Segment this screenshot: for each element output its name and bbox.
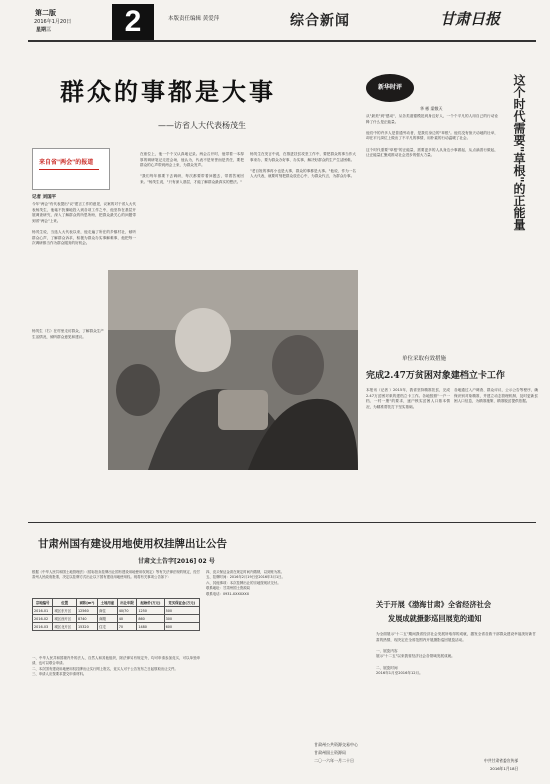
commentary-byline: 华 彬 梁敬天 bbox=[420, 106, 443, 111]
table-cell: 15320 bbox=[76, 623, 97, 631]
table-cell: 500 bbox=[164, 607, 199, 615]
section-divider bbox=[28, 522, 536, 523]
notice-col-header: 出让年限 bbox=[117, 599, 137, 607]
notice-col-header: 位置 bbox=[53, 599, 77, 607]
main-photo-caption: 杨茂生（右）在村里走访群众，了解群众生产生活情况，倾听群众意见和建议。 bbox=[32, 329, 104, 339]
pull-quote: 来自省"两会"的报道 bbox=[39, 159, 94, 166]
section-title: 综合新闻 bbox=[290, 13, 350, 29]
table-cell: 城区东片区 bbox=[53, 607, 77, 615]
notice-col-header: 起始价(万元) bbox=[137, 599, 164, 607]
land-notice bbox=[28, 526, 368, 778]
main-subtitle: ——访省人大代表杨茂生 bbox=[158, 121, 246, 130]
table-cell: 300 bbox=[164, 615, 199, 623]
notice-col-header: 竞买保证金(万元) bbox=[164, 599, 199, 607]
main-col-3: 杨茂生在发言中说，在推进扶贫攻坚工作中，要把群众的事当作大事来办，要为群众办好事、办实事，解决好群众的生产生活困难。 "老百姓的事再小也是大事，群众的事都是大事。"他说，作为一名人大代表，就要时刻把群众放在心中，为群众代言，为群众办事。 bbox=[250, 152, 356, 179]
poverty-col-1: 本报讯（记者 ）2015年，我省坚持精准扶贫，完成2.47万贫困对象的建档立卡工作。各地按照"一户一档、一村一册"的要求，逐户核实贫困人口基本情况，为精准帮扶打下坚实基础。 bbox=[366, 388, 450, 409]
table-row bbox=[33, 623, 200, 631]
exhibition-title-1: 关于开展《渤海甘肃》全省经济社会 bbox=[376, 600, 492, 609]
issue-weekday: 星期三 bbox=[36, 27, 52, 33]
table-cell: 600 bbox=[164, 623, 199, 631]
paper-logo: 甘肃日报 bbox=[440, 10, 501, 28]
page-number-box bbox=[112, 4, 154, 40]
poverty-headline: 完成2.47万贫困对象建档立卡工作 bbox=[366, 371, 505, 381]
commentary-badge bbox=[366, 74, 414, 102]
poverty-story bbox=[362, 350, 542, 530]
commentary-vertical-title: 这个时代需要"草根"的正能量 bbox=[512, 74, 526, 231]
table-cell: 1480 bbox=[137, 623, 164, 631]
masthead-rule bbox=[28, 40, 536, 42]
pull-quote-rule bbox=[39, 169, 99, 170]
page-label: 第二版 bbox=[35, 9, 56, 17]
page-number: 2 bbox=[124, 5, 142, 38]
notice-left-body: 一、中华人民共和国境内外的法人、自然人和其他组织，除法律另有规定外，均可申请参加竞买，可以单独申请，也可以联合申请。 二、本次国有建设用地使用权挂牌出让实行网上报名，竞买人可于公告发布之日起领取出让文件。 三、申请人应按要求提交申请材料。 bbox=[32, 656, 200, 677]
exhibition-sign-date: 2016年1月18日 bbox=[490, 766, 519, 771]
main-photo bbox=[108, 270, 358, 470]
poverty-kicker: 单位采取有效措施 bbox=[402, 356, 447, 362]
masthead bbox=[0, 0, 550, 44]
table-cell: 2016-03 bbox=[33, 623, 53, 631]
table-cell: 40 bbox=[117, 615, 137, 623]
notice-col-header: 土地用途 bbox=[98, 599, 118, 607]
commentary-badge-label: 新华时评 bbox=[377, 84, 402, 91]
notice-col-header: 面积(m²) bbox=[76, 599, 97, 607]
table-cell: 1250 bbox=[137, 607, 164, 615]
table-cell: 2016-01 bbox=[33, 607, 53, 615]
table-cell: 城区北片区 bbox=[53, 623, 77, 631]
pull-quote-box bbox=[32, 148, 110, 190]
main-headline: 群众的事都是大事 bbox=[60, 77, 276, 106]
table-row bbox=[33, 607, 200, 615]
table-cell: 860 bbox=[137, 615, 164, 623]
commentary-body: 从"最美"到"感动"，从各类道德模范到身边好人，一个个平凡的人用自己的行动诠释了什么是正能量。 他们中的许多人是普通劳动者，是我们身边的"草根"。他们没有惊天动地的壮举，却在平凡岗位上做出了不平凡的事情，用朴素的行动温暖了社会。 这个时代需要"草根"的正能量，需要更多的人从身边小事做起，从点滴善行做起，让正能量汇聚成推动社会进步的强大力量。 bbox=[366, 114, 498, 158]
table-cell: 住宅 bbox=[98, 623, 118, 631]
notice-right-body: 四、竞买保证金须在规定时间内缴纳，以到账为准。 五、挂牌时间：2016年2月19日至2016年3月1日。 六、其他事项：本次挂牌出让的宗地按现状交付。 联系地址：甘肃州国土资源局 联系电话：0931-XXXXXXX bbox=[206, 570, 285, 596]
issue-date: 2016年1月20日 bbox=[34, 19, 72, 25]
notice-table-header bbox=[33, 599, 200, 607]
exhibition-title-2: 发展成就摄影巡回展览的通知 bbox=[388, 614, 482, 623]
main-col-1: 今年"两会"有代表提出"议"建言工作的意见，议案的对于省人大代表杨茂生，他毫不犹豫地投入到各项工作之中，他坚持在基层开展调查研究，深入了解群众的所思所盼，把群众最关心的问题带到省"两会"上来。 杨茂生说，当选人大代表以来，他走遍了所在的乡镇村社，倾听群众心声，了解群众诉求，积极为群众办实事解难事，他把每一次调研都当作为群众服务的好机会。 bbox=[32, 202, 136, 246]
table-cell: 12560 bbox=[76, 607, 97, 615]
table-cell: 8740 bbox=[76, 615, 97, 623]
exhibition-body: 为全面展示"十二五"期间我省经济社会发展所取得的成就，激发全省各族干部群众建设幸福美好新甘肃的热情，现决定在全省范围内开展摄影巡回展览活动。 一、展览内容 展示"十二五"以来我省经济社会各领域发展成就。 二、展览时间 2016年1月至2016年12月。 bbox=[376, 632, 536, 676]
notice-signature-1: 甘肃州公共资源交易中心 bbox=[314, 742, 358, 747]
exhibition-notice bbox=[372, 596, 542, 776]
notice-code: 甘肃文土告字[2016] 02 号 bbox=[138, 558, 215, 565]
poverty-col-2: 各地通过入户调查、群众评议、公示公告等程序，确保识别对象精准，并建立动态管理机制，及时更新贫困人口信息，为精准施策、精准脱贫提供依据。 bbox=[454, 388, 538, 404]
editors: 本版责任编辑 黄爱萍 bbox=[168, 16, 220, 22]
table-row bbox=[33, 615, 200, 623]
main-col-2: 在座位上，他一个个又认真地记录。两会召开时，他带着一本厚厚的调研笔记走进会场，他认为，代表不是荣誉而是责任，要把群众的心声带到两会上来，为群众发声。 "我们每年都要下去调研，每次都要带着问题去，带着答案回来。"杨茂生说，"只有深入基层，才能了解群众最真实的想法。" bbox=[140, 152, 244, 184]
notice-signature-date: 二〇一六年一月二十日 bbox=[314, 758, 354, 763]
notice-title: 甘肃州国有建设用地使用权挂牌出让公告 bbox=[38, 538, 227, 550]
table-cell: 70 bbox=[117, 623, 137, 631]
notice-col-header: 宗地编号 bbox=[33, 599, 53, 607]
table-cell: 商住 bbox=[98, 607, 118, 615]
notice-signature-2: 甘肃州国土资源局 bbox=[314, 750, 346, 755]
main-story bbox=[28, 48, 358, 528]
notice-table bbox=[32, 598, 200, 631]
table-cell: 40/70 bbox=[117, 607, 137, 615]
exhibition-sign: 中共甘肃省委宣传部 bbox=[484, 758, 519, 763]
commentary bbox=[362, 48, 542, 348]
main-photo-image bbox=[108, 270, 358, 470]
table-cell: 商服 bbox=[98, 615, 118, 623]
table-cell: 2016-02 bbox=[33, 615, 53, 623]
notice-intro: 根据《中华人民共和国土地管理法》《招标拍卖挂牌出让国有建设用地使用权规定》等有关法律法规的规定，经甘肃州人民政府批准，决定以挂牌方式出让以下国有建设用地使用权。现将有关事项公告如下： bbox=[32, 570, 200, 580]
table-cell: 城区西片区 bbox=[53, 615, 77, 623]
main-byline: 记者 刘国平 bbox=[32, 195, 57, 200]
